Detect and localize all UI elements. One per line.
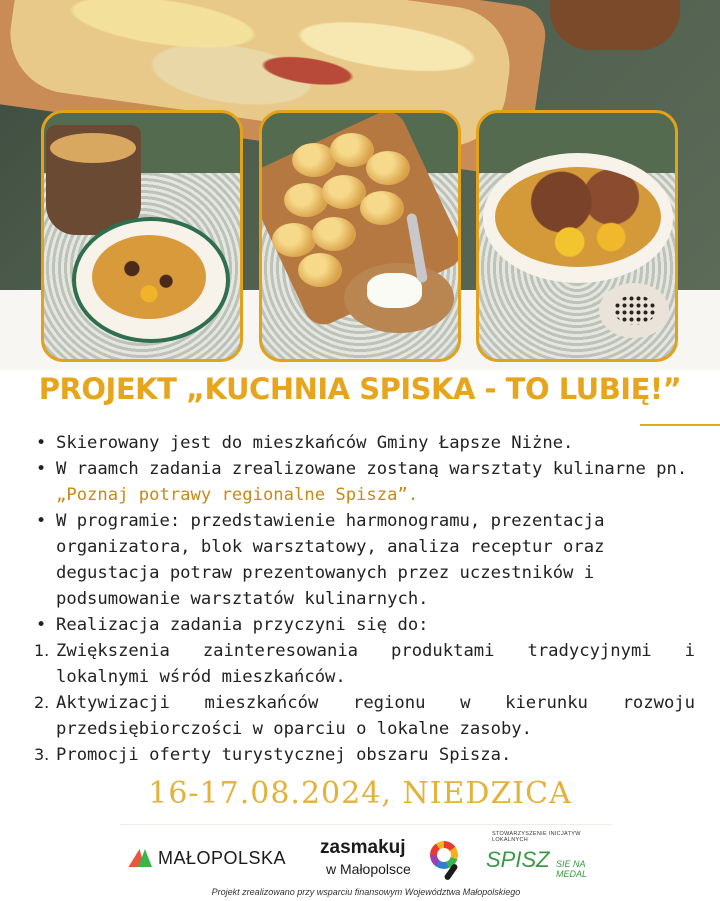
spisz-slogan: SIE NA MEDAL — [556, 859, 588, 879]
project-description — [30, 430, 695, 768]
numbered-item: 1. Zwiększenia zainteresowania produktami tradycyjnymi i lokalnymi wśród mieszkańców. — [34, 641, 695, 687]
spisz-association-name: STOWARZYSZENIE INICJATYW LOKALNYCH — [492, 831, 581, 843]
zasmakuj-logo: zasmakuj w Małopolsce — [320, 837, 470, 883]
cottage-cheese — [367, 273, 422, 308]
peppercorns — [614, 295, 656, 325]
photo-buns — [259, 110, 461, 362]
list-item: • Realizacja zadania przyczyni się do: — [30, 612, 695, 638]
numbered-item: 2. Aktywizacji mieszkańców regionu w kierunku rozwoju przedsiębiorczości w oparciu o lokalne zasoby. — [34, 693, 695, 739]
list-item: • Skierowany jest do mieszkańców Gminy Łapsze Niżne. — [30, 430, 695, 456]
bun — [366, 151, 410, 185]
project-title: PROJEKT „KUCHNIA SPISKA - TO LUBIĘ!” — [38, 372, 682, 406]
bun — [272, 223, 316, 257]
photo-stew — [476, 110, 678, 362]
list-item: • W programie: przedstawienie harmonogramu, prezentacja organizatora, blok warsztatowy, analiza receptur oraz degustacja potraw prezentowanych przez uczestników i podsumowanie warsztatów kulinarnych. — [30, 508, 695, 612]
mushroom-soup — [92, 235, 206, 319]
clay-pot — [550, 0, 680, 50]
funding-note: Projekt zrealizowano przy wsparciu finansowym Województwa Małopolskiego — [211, 887, 521, 897]
list-item: • W raamch zadania zrealizowane zostaną warsztaty kulinarne pn. „Poznaj potrawy regionalne Spisza”. — [30, 456, 695, 508]
photo-soup — [41, 110, 243, 362]
malopolska-logo: MAŁOPOLSKA — [130, 843, 286, 873]
spisz-logo: SPISZ — [486, 847, 550, 872]
title-underline — [640, 424, 720, 426]
numbered-item: 3. Promocji oferty turystycznej obszaru Spisza. — [34, 745, 512, 765]
bun — [312, 217, 356, 251]
sponsor-logos — [120, 824, 612, 901]
event-date: 16-17.08.2024, NIEDZICA — [148, 776, 572, 811]
bun — [360, 191, 404, 225]
malopolska-mark-icon — [130, 847, 152, 869]
bun — [298, 253, 342, 287]
workshop-name: „Poznaj potrawy regionalne Spisza”. — [56, 485, 419, 505]
meat-and-potato-stew — [495, 167, 661, 267]
